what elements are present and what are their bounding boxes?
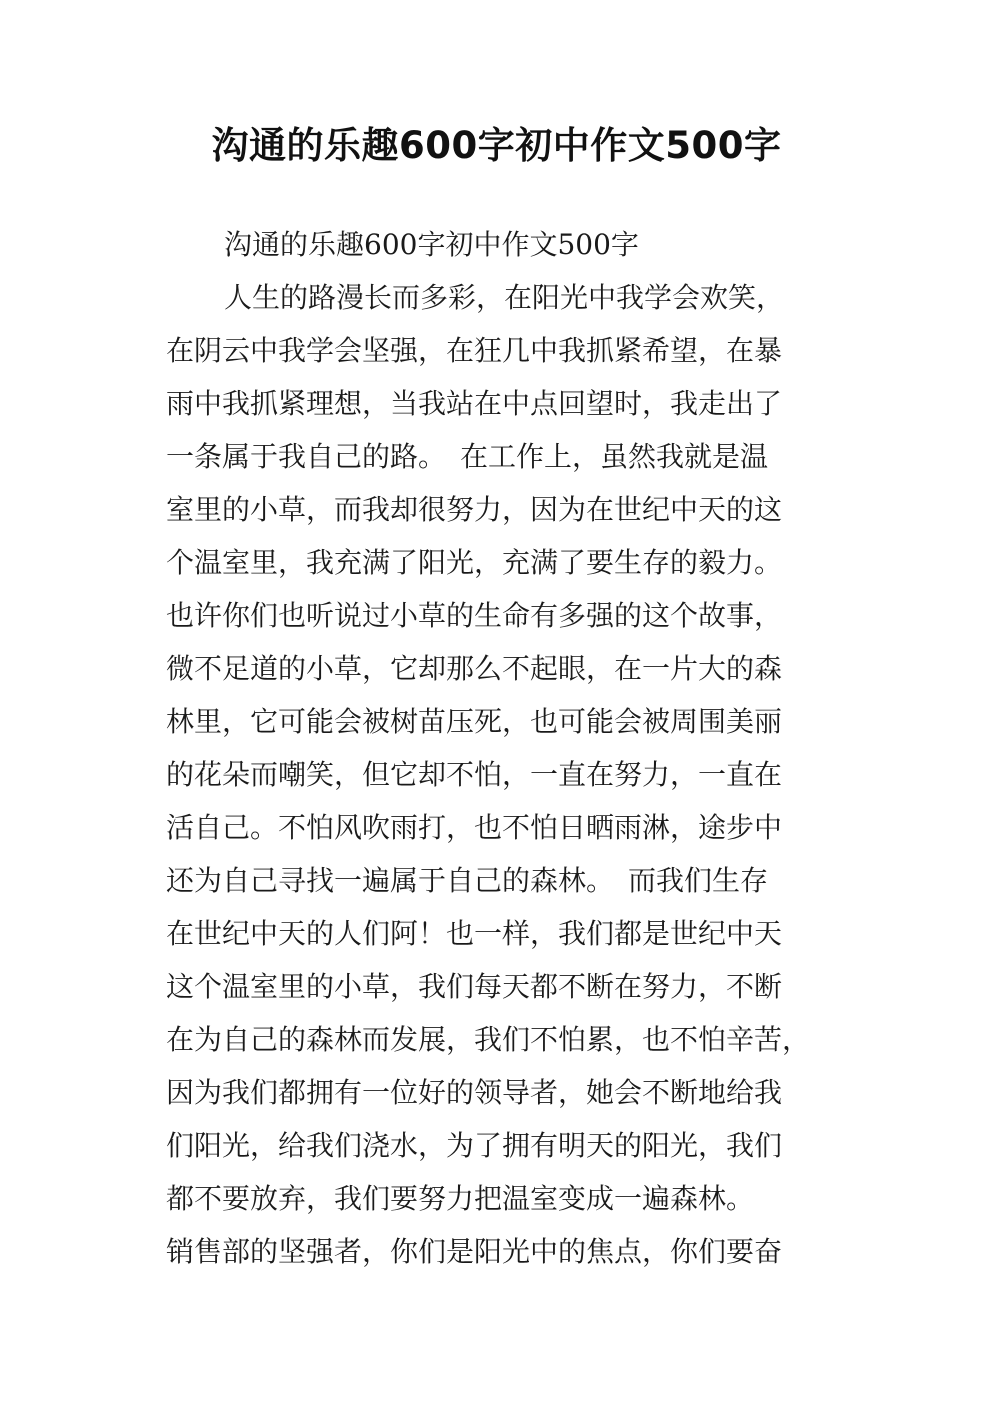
paragraph-line: 在阴云中我学会坚强，在狂几中我抓紧希望，在暴 <box>166 334 783 367</box>
paragraph-line: 销售部的坚强者，你们是阳光中的焦点，你们要奋 <box>166 1235 783 1268</box>
paragraph-line: 在为自己的森林而发展，我们不怕累，也不怕辛苦， <box>166 1023 811 1056</box>
paragraph-line: 个温室里，我充满了阳光，充满了要生存的毅力。 <box>166 546 783 579</box>
paragraph-line: 的花朵而嘲笑，但它却不怕，一直在努力，一直在 <box>166 758 783 791</box>
paragraph-line: 微不足道的小草，它却那么不起眼，在一片大的森 <box>166 652 783 685</box>
paragraph-line: 在世纪中天的人们阿！也一样，我们都是世纪中天 <box>166 917 783 950</box>
paragraph-line: 室里的小草，而我却很努力，因为在世纪中天的这 <box>166 493 783 526</box>
paragraph-line: 们阳光，给我们浇水，为了拥有明天的阳光，我们 <box>166 1129 783 1162</box>
paragraph-line: 这个温室里的小草，我们每天都不断在努力，不断 <box>166 970 783 1003</box>
paragraph-line: 一条属于我自己的路。 在工作上，虽然我就是温 <box>166 440 769 473</box>
subtitle-line: 沟通的乐趣600字初中作文500字 <box>224 228 639 261</box>
paragraph-line: 雨中我抓紧理想，当我站在中点回望时，我走出了 <box>166 387 783 420</box>
paragraph-line: 都不要放弃，我们要努力把温室变成一遍森林。 <box>166 1182 755 1215</box>
document-title: 沟通的乐趣600字初中作文500字 <box>211 124 782 167</box>
paragraph-line: 活自己。不怕风吹雨打，也不怕日晒雨淋，途步中 <box>166 811 783 844</box>
document-body <box>166 218 838 1278</box>
paragraph-line: 还为自己寻找一遍属于自己的森林。 而我们生存 <box>166 864 769 897</box>
paragraph-line: 林里，它可能会被树苗压死，也可能会被周围美丽 <box>166 705 783 738</box>
paragraph-line: 因为我们都拥有一位好的领导者，她会不断地给我 <box>166 1076 783 1109</box>
paragraph-line: 人生的路漫长而多彩，在阳光中我学会欢笑， <box>224 281 785 314</box>
paragraph-line: 也许你们也听说过小草的生命有多强的这个故事， <box>166 599 783 632</box>
